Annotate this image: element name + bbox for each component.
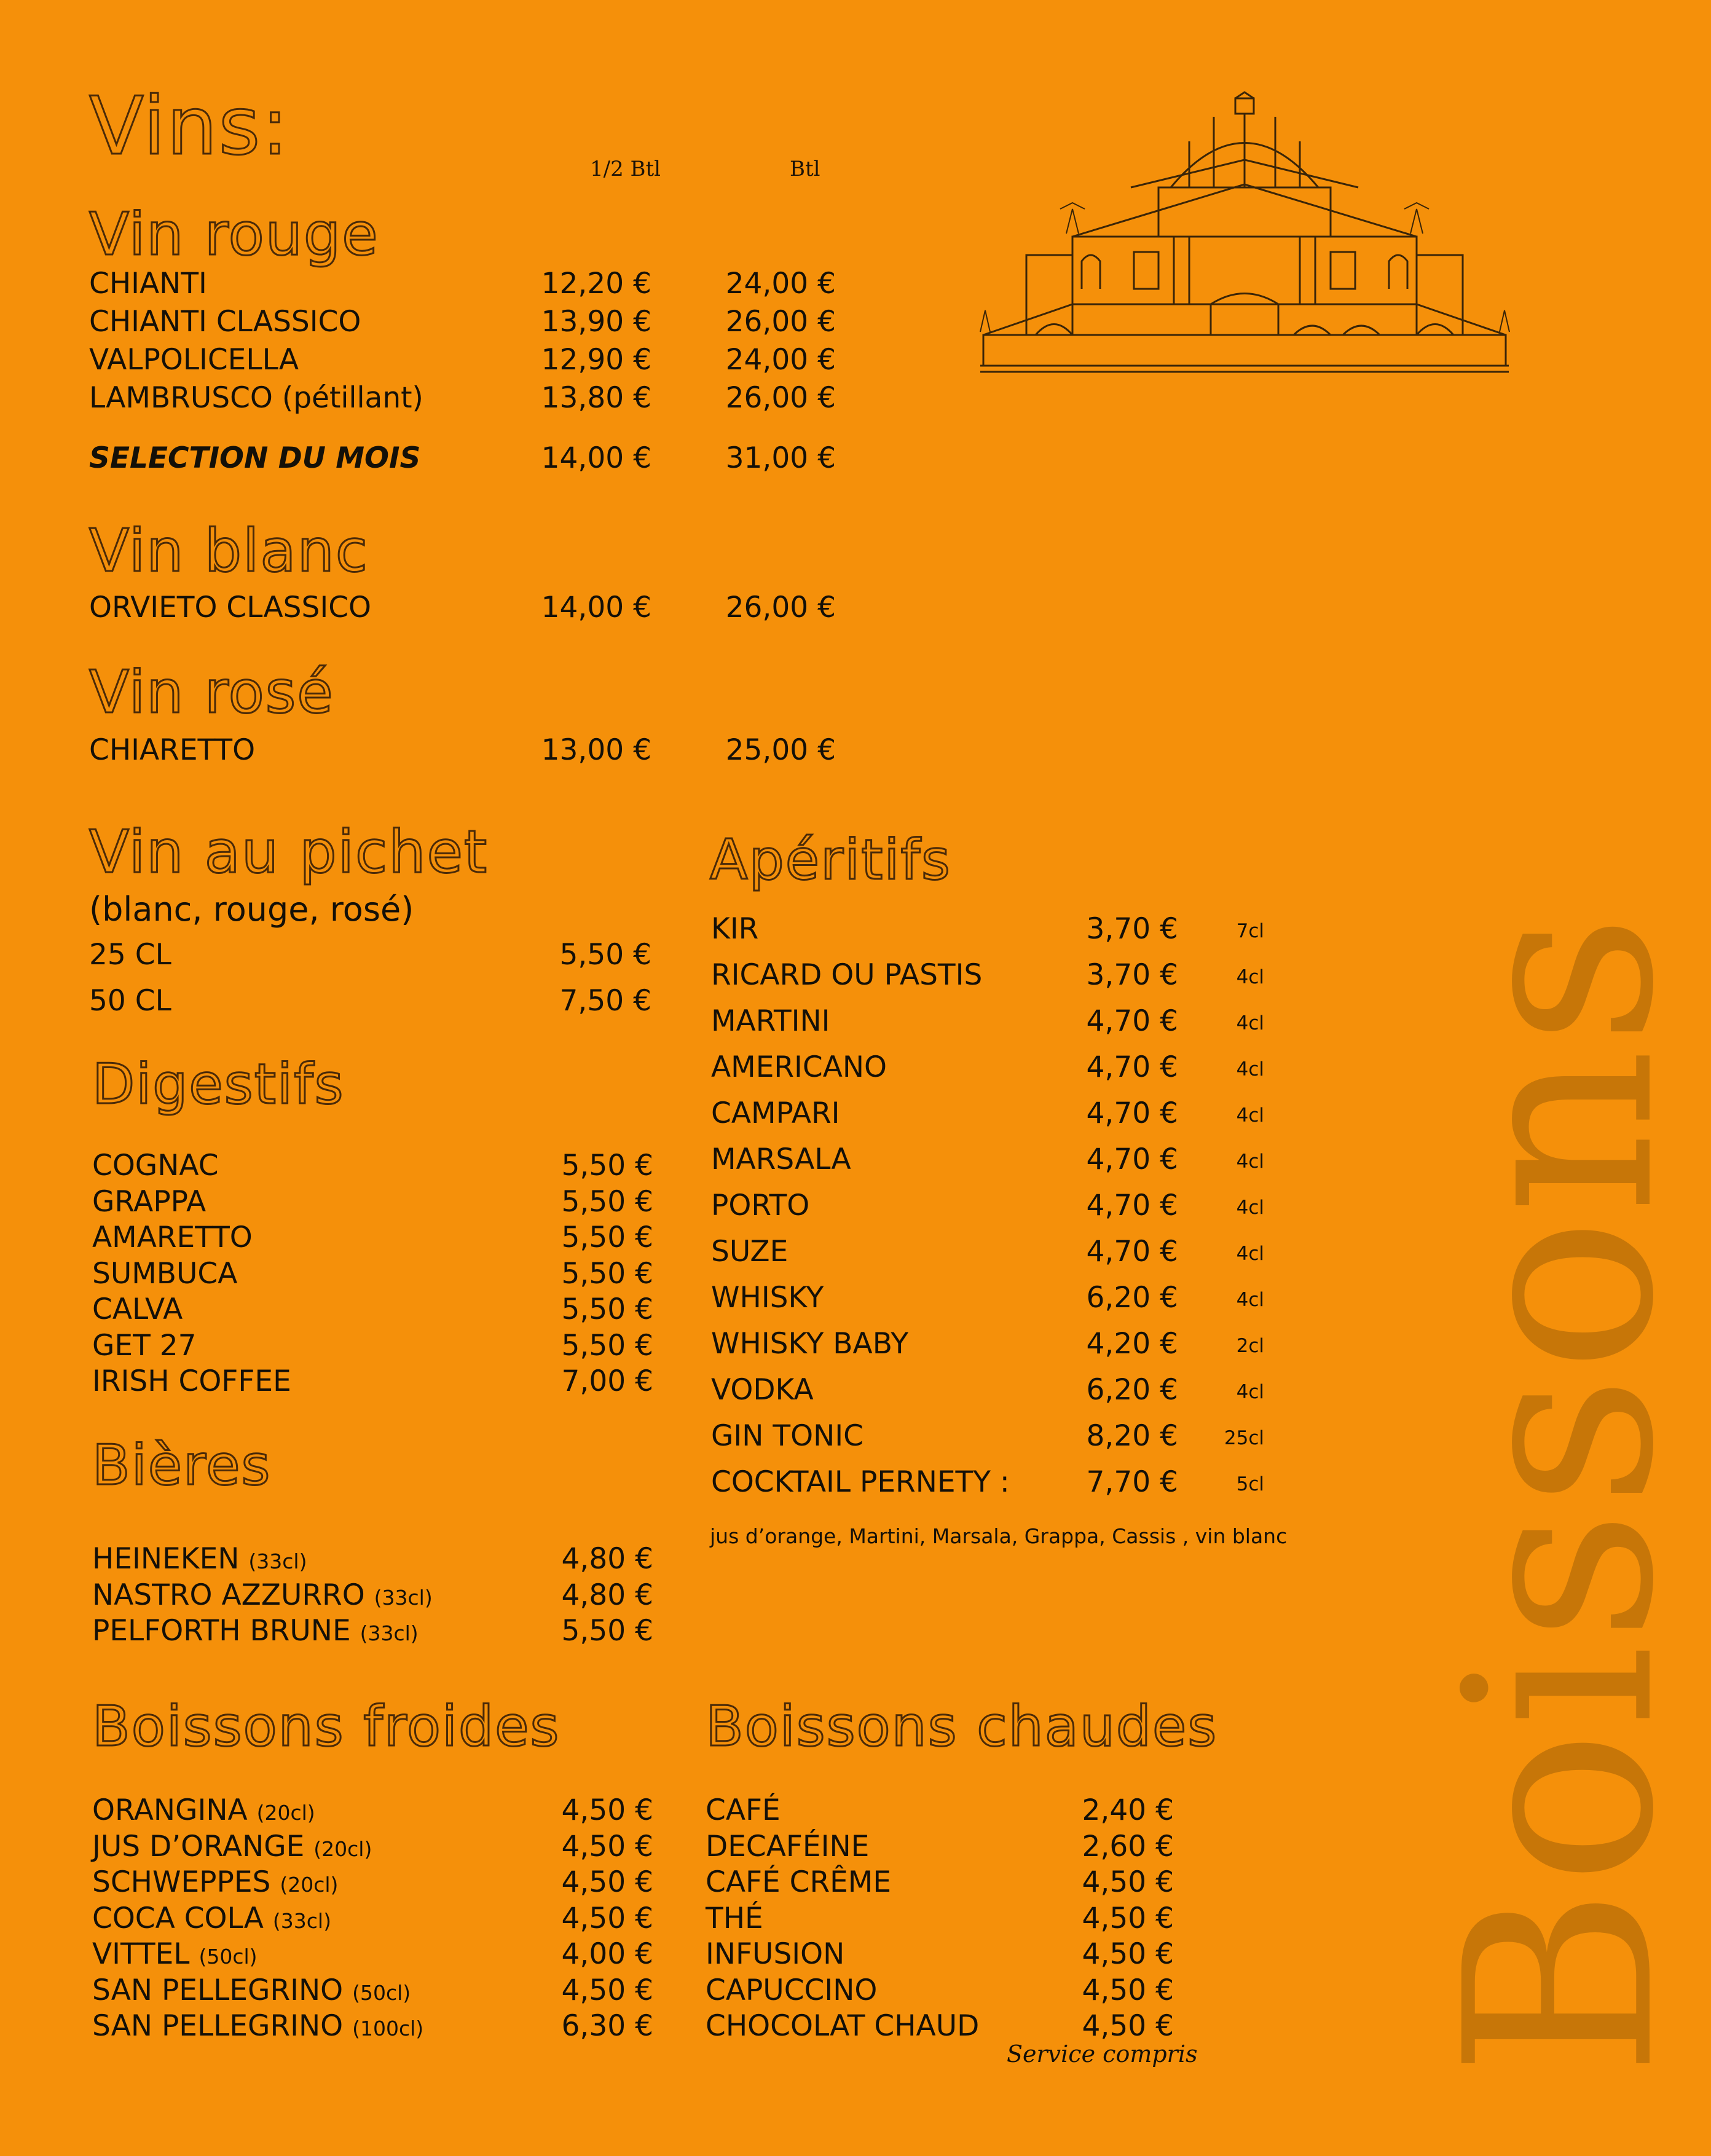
boisson-chaude-row — [706, 1973, 1174, 2010]
digestif-row — [92, 1364, 653, 1401]
item-price: 5,50 € — [561, 1149, 653, 1182]
item-name — [92, 1223, 253, 1252]
aperitif-price: 3,70 € — [1086, 912, 1178, 946]
bottle-price: 26,00 € — [725, 305, 836, 339]
item-name — [92, 1829, 372, 1863]
item-price: 4,50 € — [561, 1865, 653, 1899]
aperitif-price: 6,20 € — [1086, 1373, 1178, 1407]
aperitif-price: 4,70 € — [1086, 1096, 1178, 1130]
item-size: (33cl) — [248, 1549, 307, 1573]
digestif-row — [92, 1184, 653, 1221]
item-size: (20cl) — [256, 1801, 315, 1825]
selection-name: SELECTION DU MOIS — [89, 441, 421, 475]
aperitif-price: 4,70 € — [1086, 1189, 1178, 1222]
item-name — [706, 1901, 763, 1935]
item-name — [92, 1364, 291, 1398]
aperitif-name: PORTO — [711, 1189, 810, 1222]
item-price: 4,00 € — [561, 1937, 653, 1971]
item-name — [706, 2009, 980, 2043]
item-label: INFUSION — [706, 1937, 845, 1971]
biere-row — [92, 1544, 653, 1578]
aperitif-volume: 4cl — [1236, 1151, 1264, 1173]
aperitif-row — [711, 1465, 1264, 1501]
item-label: CHOCOLAT CHAUD — [706, 2009, 980, 2043]
half-bottle-price: 14,00 € — [541, 591, 651, 624]
item-price: 4,80 € — [561, 1578, 653, 1612]
item-price: 4,80 € — [561, 1542, 653, 1576]
item-name — [92, 1793, 315, 1827]
item-label: COGNAC — [92, 1149, 219, 1182]
item-price: 4,50 € — [1082, 2009, 1174, 2043]
item-label: 50 CL — [89, 984, 171, 1018]
villa-illustration — [980, 92, 1509, 381]
vin-rose-heading: Vin rosé — [89, 659, 334, 726]
wine-name: VALPOLICELLA — [89, 343, 299, 377]
half-bottle-price: 12,90 € — [541, 343, 651, 377]
item-name — [92, 1973, 411, 2007]
item-price: 5,50 € — [561, 1328, 653, 1363]
item-price: 5,50 € — [561, 1184, 653, 1219]
item-label: IRISH COFFEE — [92, 1364, 291, 1398]
item-name — [706, 1829, 870, 1863]
item-size: (33cl) — [272, 1908, 331, 1933]
item-name — [92, 1292, 183, 1326]
aperitif-price: 4,70 € — [1086, 1050, 1178, 1084]
aperitif-row — [711, 1375, 1264, 1409]
item-size: (50cl) — [352, 1980, 411, 2005]
aperitif-volume: 5cl — [1236, 1473, 1264, 1495]
aperitif-volume: 2cl — [1236, 1335, 1264, 1357]
aperitif-row — [711, 1419, 1264, 1455]
item-label: 25 CL — [89, 938, 171, 972]
digestif-row — [92, 1328, 653, 1365]
item-name — [92, 1151, 219, 1180]
item-name — [92, 1578, 433, 1612]
wine-name: CHIARETTO — [89, 733, 256, 767]
item-label: NASTRO AZZURRO — [92, 1578, 365, 1612]
aperitif-row — [711, 1237, 1264, 1271]
aperitif-row — [711, 1096, 1264, 1133]
wine-name: CHIANTI — [89, 267, 207, 301]
aperitif-name: RICARD OU PASTIS — [711, 958, 983, 992]
item-label: ORANGINA — [92, 1793, 248, 1827]
bottle-header: Btl — [790, 157, 820, 181]
bieres-heading: Bières — [92, 1433, 272, 1498]
boisson-froide-row — [92, 2009, 653, 2045]
biere-row — [92, 1578, 653, 1615]
item-label: CALVA — [92, 1292, 183, 1326]
bottle-price: 26,00 € — [725, 591, 836, 624]
wine-row — [89, 733, 836, 769]
boisson-chaude-row — [706, 1793, 1174, 1830]
item-label: PELFORTH BRUNE — [92, 1614, 351, 1648]
aperitif-name: VODKA — [711, 1373, 814, 1407]
item-label: GET 27 — [92, 1328, 197, 1363]
aperitif-name: SUZE — [711, 1235, 789, 1269]
boisson-chaude-row — [706, 1901, 1174, 1938]
aperitifs-heading: Apéritifs — [710, 828, 951, 892]
item-price: 7,00 € — [561, 1364, 653, 1398]
wine-name: ORVIETO CLASSICO — [89, 591, 372, 624]
item-name — [92, 1901, 331, 1935]
vertical-boissons-title: Boissons — [1410, 911, 1711, 2077]
aperitif-name: WHISKY BABY — [711, 1327, 909, 1361]
digestif-row — [92, 1151, 653, 1185]
wine-name: LAMBRUSCO (pétillant) — [89, 381, 423, 415]
item-label: COCA COLA — [92, 1901, 264, 1935]
aperitif-price: 8,20 € — [1086, 1419, 1178, 1453]
aperitif-name: MARSALA — [711, 1143, 851, 1176]
aperitif-volume: 4cl — [1236, 1104, 1264, 1127]
item-label: SCHWEPPES — [92, 1865, 271, 1899]
boisson-chaude-row — [706, 1937, 1174, 1973]
aperitif-row — [711, 1004, 1264, 1041]
item-size: (20cl) — [313, 1836, 372, 1861]
half-bottle-header: 1/2 Btl — [590, 157, 661, 181]
aperitif-row — [711, 1050, 1264, 1087]
item-name — [92, 1614, 419, 1648]
item-name — [89, 938, 171, 972]
pichet-subtitle: (blanc, rouge, rosé) — [89, 890, 414, 929]
aperitif-row — [711, 1329, 1264, 1363]
item-price: 4,50 € — [561, 1793, 653, 1827]
item-price: 5,50 € — [561, 1221, 653, 1254]
boisson-chaude-row — [706, 1865, 1174, 1902]
aperitif-price: 4,70 € — [1086, 1235, 1178, 1269]
aperitif-price: 4,20 € — [1086, 1327, 1178, 1361]
item-label: SUMBUCA — [92, 1256, 238, 1291]
half-bottle-price: 13,80 € — [541, 381, 651, 415]
aperitif-price: 3,70 € — [1086, 958, 1178, 992]
half-bottle-price: 13,90 € — [541, 305, 651, 339]
service-compris-note: Service compris — [1007, 2040, 1198, 2067]
bottle-price: 26,00 € — [725, 381, 836, 415]
aperitif-name: WHISKY — [711, 1281, 824, 1315]
item-label: THÉ — [706, 1901, 763, 1935]
chaudes-heading: Boissons chaudes — [706, 1694, 1218, 1759]
item-name — [92, 1328, 197, 1363]
item-label: CAFÉ CRÊME — [706, 1865, 892, 1899]
item-price: 4,50 € — [561, 1901, 653, 1935]
item-price: 4,50 € — [561, 1829, 653, 1863]
aperitif-price: 6,20 € — [1086, 1281, 1178, 1315]
item-name — [92, 1865, 339, 1899]
selection-full-price: 31,00 € — [725, 441, 836, 475]
aperitif-volume: 7cl — [1236, 920, 1264, 942]
boisson-froide-row — [92, 1937, 653, 1973]
aperitif-volume: 4cl — [1236, 1243, 1264, 1265]
biere-row — [92, 1616, 653, 1650]
digestifs-heading: Digestifs — [92, 1052, 345, 1117]
boisson-froide-row — [92, 1865, 653, 1902]
item-name — [89, 984, 171, 1018]
item-price: 5,50 € — [561, 1256, 653, 1291]
half-bottle-price: 13,00 € — [541, 733, 651, 767]
item-price: 5,50 € — [561, 1292, 653, 1326]
item-name — [706, 1865, 892, 1899]
wine-name: CHIANTI CLASSICO — [89, 305, 361, 339]
item-label: HEINEKEN — [92, 1542, 240, 1576]
wine-row — [89, 269, 836, 303]
digestif-row — [92, 1256, 653, 1293]
aperitif-volume: 4cl — [1236, 1058, 1264, 1080]
vin-rouge-heading: Vin rouge — [89, 201, 379, 269]
aperitif-volume: 4cl — [1236, 1197, 1264, 1219]
bottle-price: 25,00 € — [725, 733, 836, 767]
item-price: 6,30 € — [561, 2009, 653, 2043]
item-price: 4,50 € — [561, 1973, 653, 2007]
item-label: CAPUCCINO — [706, 1973, 878, 2007]
aperitif-name: CAMPARI — [711, 1096, 840, 1130]
bottle-price: 24,00 € — [725, 343, 836, 377]
aperitif-row — [711, 1191, 1264, 1225]
item-price: 4,50 € — [1082, 1973, 1174, 2007]
item-size: (33cl) — [360, 1621, 419, 1645]
item-label: DECAFÉINE — [706, 1829, 870, 1863]
aperitif-row — [711, 1145, 1264, 1179]
digestif-row — [92, 1292, 653, 1329]
wine-row — [89, 381, 836, 417]
aperitif-name: GIN TONIC — [711, 1419, 863, 1453]
aperitif-name: AMERICANO — [711, 1050, 887, 1084]
aperitif-name: COCKTAIL PERNETY : — [711, 1465, 1010, 1499]
item-price: 2,40 € — [1082, 1793, 1174, 1827]
aperitif-price: 4,70 € — [1086, 1004, 1178, 1038]
aperitif-row — [711, 958, 1264, 994]
item-price: 5,50 € — [561, 1614, 653, 1648]
half-bottle-price: 12,20 € — [541, 267, 651, 301]
vin-blanc-heading: Vin blanc — [89, 517, 369, 585]
aperitif-row — [711, 1283, 1264, 1317]
item-name — [706, 1937, 845, 1971]
item-name — [706, 1973, 878, 2007]
aperitif-row — [711, 912, 1264, 948]
item-name — [92, 1937, 258, 1971]
vin-pichet-heading: Vin au pichet — [89, 819, 489, 886]
bottle-price: 24,00 € — [725, 267, 836, 301]
digestif-row — [92, 1223, 653, 1257]
aperitif-volume: 4cl — [1236, 1012, 1264, 1034]
wine-row — [89, 345, 836, 379]
aperitif-volume: 4cl — [1236, 1289, 1264, 1311]
item-price: 2,60 € — [1082, 1829, 1174, 1863]
pichet-row — [89, 986, 651, 1020]
item-label: GRAPPA — [92, 1184, 206, 1219]
vins-title: Vins: — [89, 79, 290, 173]
aperitif-price: 4,70 € — [1086, 1143, 1178, 1176]
item-name — [92, 1256, 238, 1291]
selection-du-mois-row — [89, 441, 836, 478]
boisson-chaude-row — [706, 1829, 1174, 1866]
item-label: SAN PELLEGRINO — [92, 1973, 344, 2007]
wine-row — [89, 307, 836, 341]
item-name — [92, 2009, 424, 2043]
item-size: (20cl) — [280, 1873, 339, 1897]
item-size: (33cl) — [374, 1585, 433, 1610]
item-size: (100cl) — [352, 2016, 424, 2040]
item-label: SAN PELLEGRINO — [92, 2009, 344, 2043]
item-price: 4,50 € — [1082, 1901, 1174, 1935]
boisson-froide-row — [92, 1793, 653, 1830]
aperitif-volume: 4cl — [1236, 966, 1264, 988]
aperitif-volume: 4cl — [1236, 1381, 1264, 1403]
item-price: 7,50 € — [559, 984, 651, 1018]
item-price: 4,50 € — [1082, 1937, 1174, 1971]
item-name — [92, 1542, 307, 1576]
selection-half-price: 14,00 € — [541, 441, 651, 475]
item-name — [706, 1793, 781, 1827]
aperitif-name: MARTINI — [711, 1004, 830, 1038]
item-label: VITTEL — [92, 1937, 190, 1971]
boisson-froide-row — [92, 1973, 653, 2010]
pichet-row — [89, 940, 651, 974]
item-size: (50cl) — [199, 1945, 258, 1969]
boisson-froide-row — [92, 1829, 653, 1866]
item-label: JUS D’ORANGE — [92, 1829, 305, 1863]
item-label: CAFÉ — [706, 1793, 781, 1827]
wine-row — [89, 593, 836, 627]
item-name — [92, 1184, 206, 1219]
item-label: AMARETTO — [92, 1221, 253, 1254]
item-price: 5,50 € — [559, 938, 651, 972]
item-price: 4,50 € — [1082, 1865, 1174, 1899]
boisson-froide-row — [92, 1901, 653, 1938]
froides-heading: Boissons froides — [92, 1694, 560, 1759]
aperitif-price: 7,70 € — [1086, 1465, 1178, 1499]
aperitif-name: KIR — [711, 912, 759, 946]
aperitif-volume: 25cl — [1224, 1427, 1264, 1449]
cocktail-ingredients-note: jus d’orange, Martini, Marsala, Grappa, Cassis , vin blanc — [710, 1524, 1288, 1548]
